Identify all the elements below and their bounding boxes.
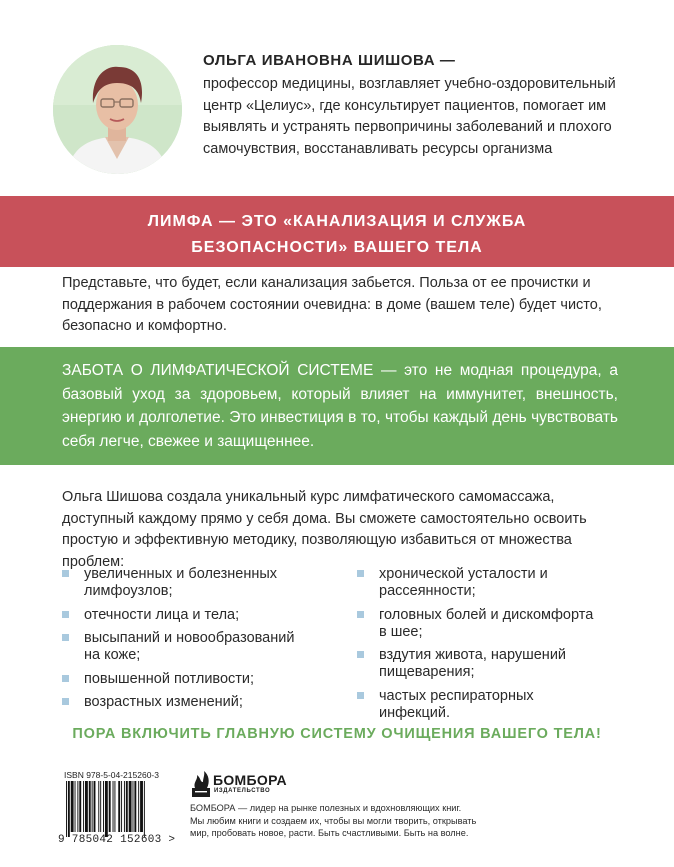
barcode-bar [68, 781, 70, 837]
problems-list-right [357, 566, 597, 728]
barcode-bar [79, 781, 81, 832]
barcode-bar [144, 781, 145, 837]
barcode-bar [100, 781, 101, 832]
square-bullet-icon [357, 570, 364, 577]
barcode-bar [134, 781, 136, 832]
barcode-bar [140, 781, 143, 832]
barcode-bar [114, 781, 115, 832]
barcode-bar [133, 781, 134, 832]
headline-line-1: ЛИМФА — ЭТО «КАНАЛИЗАЦИЯ И СЛУЖБА [147, 213, 527, 230]
problems-list-left [62, 566, 302, 718]
author-bio: профессор медицины, возглавляет учебно-оздоровительный центр «Целиус», где консультирует пациентов, помогает им выявлять и устранять первопричины заболеваний и плохого самочувствия, восстанавливать ресурсы организма [203, 76, 616, 157]
lymph-care-text [62, 359, 618, 453]
list-item: хронической усталости и рассеянности; [357, 566, 597, 600]
barcode-bar [66, 781, 67, 837]
headline [0, 209, 674, 261]
author-portrait [53, 45, 182, 174]
square-bullet-icon [62, 634, 69, 641]
barcode-icon [64, 781, 182, 837]
barcode-digits: 9 785042 152603 > [58, 834, 176, 846]
square-bullet-icon [357, 651, 364, 658]
barcode-bar [85, 781, 88, 832]
publisher-logo [191, 766, 331, 800]
author-photo-illustration [53, 45, 182, 174]
barcode-bar [126, 781, 128, 832]
author-name: ОЛЬГА ИВАНОВНА ШИШОВА — [203, 52, 456, 69]
barcode-bar [89, 781, 91, 832]
barcode-bar [98, 781, 99, 832]
list-item: повышенной потливости; [62, 671, 302, 688]
isbn-barcode [58, 770, 182, 848]
barcode-bar [103, 781, 104, 832]
barcode-bar [113, 781, 114, 832]
barcode-bar [121, 781, 122, 832]
list-item: возрастных изменений; [62, 694, 302, 711]
lymph-care-lead: ЗАБОТА О ЛИМФАТИЧЕСКОЙ СИСТЕМЕ [62, 362, 374, 379]
barcode-bar [77, 781, 78, 832]
isbn-label: ISBN 978-5-04-215260-3 [64, 770, 159, 780]
author-section [0, 0, 674, 196]
square-bullet-icon [62, 675, 69, 682]
square-bullet-icon [357, 611, 364, 618]
list-item: головных болей и дискомфорта в шее; [357, 607, 597, 641]
barcode-bar [138, 781, 139, 832]
barcode-bar [83, 781, 84, 832]
square-bullet-icon [62, 570, 69, 577]
list-item: отечности лица и тела; [62, 607, 302, 624]
barcode-bar [124, 781, 125, 832]
publisher-line-1: БОМБОРА — лидер на рынке полезных и вдохновляющих книг. [190, 803, 462, 813]
publisher-name: БОМБОРА [213, 772, 287, 788]
barcode-bar [75, 781, 76, 832]
intro-paragraph: Представьте, что будет, если канализация забьется. Польза от ее прочистки и поддержания в рабочем состоянии очевидна: в доме (вашем теле) будет чисто, безопасно и комфортно. [62, 275, 602, 334]
list-item: частых респираторных инфекций. [357, 688, 597, 722]
bombora-mark-icon [191, 766, 211, 798]
publisher-line-3: мир, пробовать новое, расти. Быть счастливыми. Быть на волне. [190, 828, 469, 838]
list-item: вздутия живота, нарушений пищеварения; [357, 647, 597, 681]
lymph-care-body: — это не модная процедура, а базовый уход за здоровьем, который влияет на иммунитет, внешность, энергию и долголетие. Это инвестиция в то, чтобы каждый день чувствовать себя легче, свежее и защищеннее. [62, 362, 618, 450]
barcode-bar [94, 781, 96, 832]
headline-line-2: БЕЗОПАСНОСТИ» ВАШЕГО ТЕЛА [191, 239, 483, 256]
publisher-line-2: Мы любим книги и создаем их, чтобы вы могли творить, открывать [190, 815, 477, 826]
publisher-description [190, 802, 660, 840]
course-paragraph: Ольга Шишова создала уникальный курс лимфатического самомассажа, доступный каждому прямо у себя дома. Вы сможете самостоятельно освоить простую и эффективную методику, позволяющую избавиться от множества проблем: [62, 489, 587, 570]
list-item: высыпаний и новообразований на коже; [62, 630, 302, 664]
headline-band [0, 196, 674, 267]
square-bullet-icon [357, 692, 364, 699]
barcode-bar [129, 781, 132, 832]
list-item: увеличенных и болезненных лимфоузлов; [62, 566, 302, 600]
lymph-care-band [0, 347, 674, 465]
barcode-bar [92, 781, 93, 832]
slogan: ПОРА ВКЛЮЧИТЬ ГЛАВНУЮ СИСТЕМУ ОЧИЩЕНИЯ ВАШЕГО ТЕЛА! [72, 726, 602, 742]
barcode-bar [118, 781, 120, 832]
barcode-bar [105, 781, 108, 837]
barcode-bar [71, 781, 74, 832]
barcode-bar [109, 781, 111, 832]
publisher-subtitle: ИЗДАТЕЛЬСТВО [214, 788, 271, 794]
square-bullet-icon [62, 698, 69, 705]
square-bullet-icon [62, 611, 69, 618]
